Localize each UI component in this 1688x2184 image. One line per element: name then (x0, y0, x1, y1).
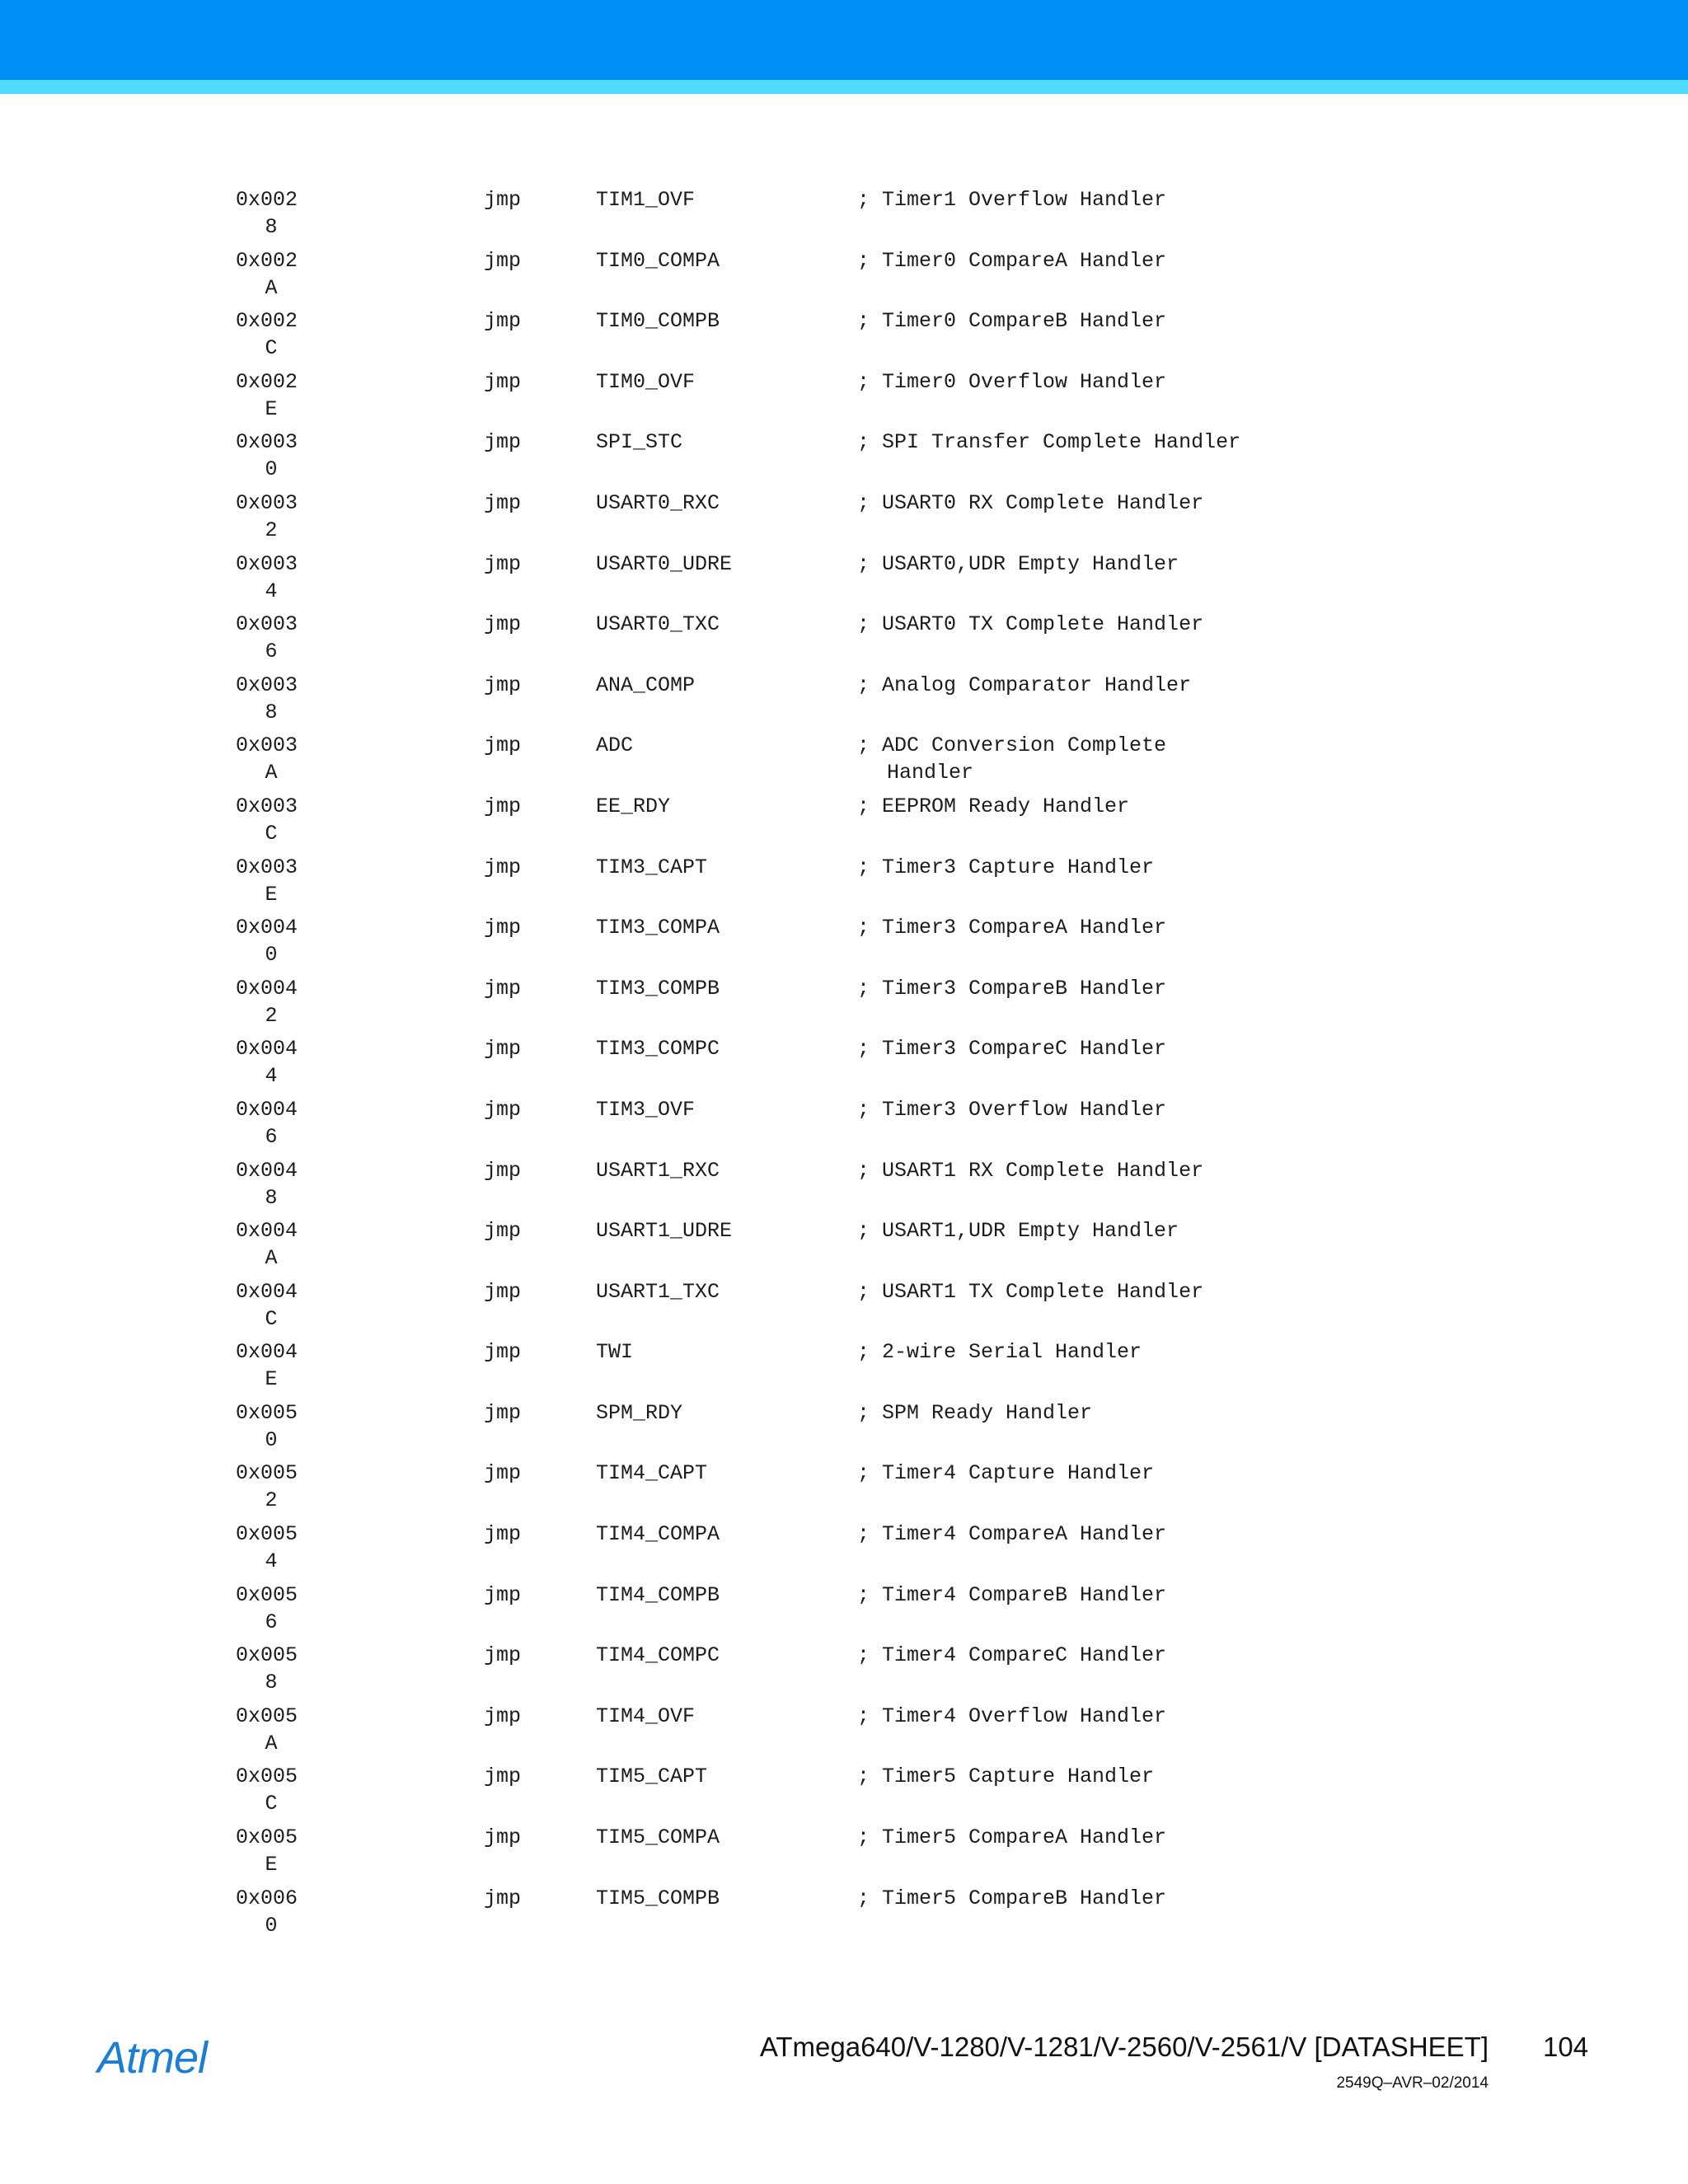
label-cell: TIM0_COMPA (596, 248, 720, 273)
label-cell: TIM4_COMPB (596, 1582, 720, 1607)
address-wrap-cell: A (265, 275, 278, 300)
label-cell: SPI_STC (596, 430, 683, 455)
address-cell: 0x004 (236, 1158, 298, 1183)
address-wrap-cell: 8 (265, 1185, 278, 1210)
address-wrap-cell: 8 (265, 1671, 278, 1695)
table-row (0, 1278, 1688, 1339)
comment-cell: ; Timer0 Overflow Handler (857, 369, 1167, 394)
document-code: 2549Q–AVR–02/2014 (1336, 2074, 1489, 2092)
address-cell: 0x004 (236, 1279, 298, 1304)
address-wrap-cell: 8 (265, 700, 278, 724)
opcode-cell: jmp (484, 673, 522, 697)
comment-cell: ; ADC Conversion Complete (857, 733, 1167, 758)
address-wrap-cell: 6 (265, 640, 278, 664)
address-wrap-cell: 2 (265, 1488, 278, 1513)
address-wrap-cell: A (265, 1246, 278, 1271)
address-wrap-cell: 4 (265, 1064, 278, 1089)
address-cell: 0x005 (236, 1461, 298, 1486)
label-cell: TIM5_CAPT (596, 1765, 708, 1789)
comment-wrap-cell: Handler (887, 761, 974, 785)
label-cell: TIM1_OVF (596, 188, 696, 212)
opcode-cell: jmp (484, 490, 522, 515)
table-row (0, 672, 1688, 733)
comment-cell: ; Timer0 CompareB Handler (857, 309, 1167, 334)
address-cell: 0x003 (236, 612, 298, 637)
comment-cell: ; USART0,UDR Empty Handler (857, 551, 1179, 576)
address-cell: 0x003 (236, 794, 298, 818)
address-wrap-cell: 2 (265, 1003, 278, 1028)
address-cell: 0x005 (236, 1582, 298, 1607)
table-row (0, 1338, 1688, 1399)
opcode-cell: jmp (484, 1219, 522, 1244)
label-cell: USART0_TXC (596, 612, 720, 637)
comment-cell: ; Timer4 Overflow Handler (857, 1704, 1167, 1728)
table-row (0, 1642, 1688, 1703)
address-cell: 0x003 (236, 430, 298, 455)
label-cell: ADC (596, 733, 634, 758)
address-cell: 0x003 (236, 733, 298, 758)
comment-cell: ; Timer4 Capture Handler (857, 1461, 1155, 1486)
table-row (0, 1582, 1688, 1643)
opcode-cell: jmp (484, 1037, 522, 1062)
opcode-cell: jmp (484, 1522, 522, 1547)
comment-cell: ; SPM Ready Handler (857, 1400, 1093, 1425)
comment-cell: ; EEPROM Ready Handler (857, 794, 1130, 818)
table-row (0, 551, 1688, 612)
table-row (0, 490, 1688, 551)
opcode-cell: jmp (484, 1825, 522, 1850)
label-cell: EE_RDY (596, 794, 671, 818)
opcode-cell: jmp (484, 1340, 522, 1365)
opcode-cell: jmp (484, 551, 522, 576)
address-wrap-cell: E (265, 1367, 278, 1392)
address-wrap-cell: 6 (265, 1124, 278, 1149)
opcode-cell: jmp (484, 248, 522, 273)
table-row (0, 1035, 1688, 1096)
address-cell: 0x005 (236, 1522, 298, 1547)
label-cell: TIM3_CAPT (596, 855, 708, 879)
comment-cell: ; USART1 RX Complete Handler (857, 1158, 1204, 1183)
label-cell: USART1_TXC (596, 1279, 720, 1304)
table-row (0, 1885, 1688, 1946)
address-wrap-cell: C (265, 821, 278, 846)
opcode-cell: jmp (484, 1461, 522, 1486)
address-wrap-cell: 2 (265, 518, 278, 542)
address-cell: 0x003 (236, 551, 298, 576)
address-wrap-cell: A (265, 761, 278, 785)
address-wrap-cell: E (265, 882, 278, 907)
address-wrap-cell: 8 (265, 215, 278, 239)
table-row (0, 1460, 1688, 1521)
comment-cell: ; USART1,UDR Empty Handler (857, 1219, 1179, 1244)
label-cell: USART0_RXC (596, 490, 720, 515)
header-stripe (0, 80, 1688, 94)
opcode-cell: jmp (484, 1582, 522, 1607)
comment-cell: ; Timer3 CompareC Handler (857, 1037, 1167, 1062)
address-wrap-cell: 0 (265, 1913, 278, 1938)
header-bar (0, 0, 1688, 80)
table-row (0, 854, 1688, 915)
opcode-cell: jmp (484, 916, 522, 940)
address-wrap-cell: 4 (265, 1549, 278, 1574)
table-row (0, 611, 1688, 672)
label-cell: TIM3_COMPB (596, 976, 720, 1001)
opcode-cell: jmp (484, 1279, 522, 1304)
comment-cell: ; SPI Transfer Complete Handler (857, 430, 1241, 455)
table-row (0, 1157, 1688, 1218)
opcode-cell: jmp (484, 369, 522, 394)
page-number: 104 (1543, 2032, 1589, 2062)
label-cell: TWI (596, 1340, 634, 1365)
opcode-cell: jmp (484, 1400, 522, 1425)
address-wrap-cell: 0 (265, 943, 278, 968)
opcode-cell: jmp (484, 188, 522, 212)
address-cell: 0x005 (236, 1400, 298, 1425)
address-cell: 0x006 (236, 1886, 298, 1910)
opcode-cell: jmp (484, 309, 522, 334)
address-cell: 0x005 (236, 1825, 298, 1850)
comment-cell: ; Timer1 Overflow Handler (857, 188, 1167, 212)
label-cell: TIM4_COMPC (596, 1643, 720, 1668)
address-wrap-cell: C (265, 336, 278, 361)
table-row (0, 1824, 1688, 1885)
address-cell: 0x002 (236, 309, 298, 334)
label-cell: USART1_RXC (596, 1158, 720, 1183)
table-row (0, 793, 1688, 854)
table-row (0, 1521, 1688, 1582)
address-wrap-cell: 0 (265, 1427, 278, 1452)
label-cell: TIM3_COMPA (596, 916, 720, 940)
address-wrap-cell: C (265, 1306, 278, 1331)
opcode-cell: jmp (484, 1158, 522, 1183)
label-cell: TIM5_COMPB (596, 1886, 720, 1910)
opcode-cell: jmp (484, 794, 522, 818)
opcode-cell: jmp (484, 1097, 522, 1122)
opcode-cell: jmp (484, 1704, 522, 1728)
comment-cell: ; Timer0 CompareA Handler (857, 248, 1167, 273)
address-cell: 0x003 (236, 673, 298, 697)
address-cell: 0x004 (236, 916, 298, 940)
opcode-cell: jmp (484, 1765, 522, 1789)
label-cell: TIM0_OVF (596, 369, 696, 394)
label-cell: USART0_UDRE (596, 551, 733, 576)
comment-cell: ; Timer3 CompareA Handler (857, 916, 1167, 940)
address-cell: 0x004 (236, 1340, 298, 1365)
label-cell: TIM4_CAPT (596, 1461, 708, 1486)
opcode-cell: jmp (484, 430, 522, 455)
comment-cell: ; Timer3 CompareB Handler (857, 976, 1167, 1001)
comment-cell: ; Timer4 CompareC Handler (857, 1643, 1167, 1668)
label-cell: ANA_COMP (596, 673, 696, 697)
opcode-cell: jmp (484, 1643, 522, 1668)
address-cell: 0x003 (236, 490, 298, 515)
address-wrap-cell: 6 (265, 1610, 278, 1634)
table-row (0, 1763, 1688, 1824)
table-row (0, 975, 1688, 1036)
table-row (0, 368, 1688, 429)
table-row (0, 247, 1688, 308)
address-wrap-cell: A (265, 1731, 278, 1755)
comment-cell: ; USART0 RX Complete Handler (857, 490, 1204, 515)
comment-cell: ; Timer3 Overflow Handler (857, 1097, 1167, 1122)
label-cell: TIM3_OVF (596, 1097, 696, 1122)
atmel-logo: Atmel (97, 2033, 208, 2083)
comment-cell: ; Analog Comparator Handler (857, 673, 1192, 697)
address-cell: 0x002 (236, 248, 298, 273)
table-row (0, 732, 1688, 793)
address-wrap-cell: 4 (265, 579, 278, 603)
opcode-cell: jmp (484, 976, 522, 1001)
opcode-cell: jmp (484, 1886, 522, 1910)
label-cell: SPM_RDY (596, 1400, 683, 1425)
label-cell: TIM3_COMPC (596, 1037, 720, 1062)
comment-cell: ; 2-wire Serial Handler (857, 1340, 1142, 1365)
opcode-cell: jmp (484, 733, 522, 758)
address-wrap-cell: E (265, 396, 278, 421)
code-listing (0, 186, 1688, 1945)
comment-cell: ; USART1 TX Complete Handler (857, 1279, 1204, 1304)
table-row (0, 307, 1688, 368)
table-row (0, 914, 1688, 975)
address-cell: 0x004 (236, 1037, 298, 1062)
datasheet-title: ATmega640/V-1280/V-1281/V-2560/V-2561/V [DATASHEET] (759, 2032, 1489, 2062)
opcode-cell: jmp (484, 612, 522, 637)
label-cell: TIM0_COMPB (596, 309, 720, 334)
comment-cell: ; Timer4 CompareB Handler (857, 1582, 1167, 1607)
address-wrap-cell: E (265, 1853, 278, 1877)
comment-cell: ; USART0 TX Complete Handler (857, 612, 1204, 637)
table-row (0, 429, 1688, 490)
label-cell: TIM4_OVF (596, 1704, 696, 1728)
address-cell: 0x005 (236, 1765, 298, 1789)
comment-cell: ; Timer5 CompareA Handler (857, 1825, 1167, 1850)
label-cell: USART1_UDRE (596, 1219, 733, 1244)
address-cell: 0x004 (236, 976, 298, 1001)
address-cell: 0x005 (236, 1643, 298, 1668)
table-row (0, 1096, 1688, 1157)
address-cell: 0x005 (236, 1704, 298, 1728)
address-cell: 0x004 (236, 1219, 298, 1244)
address-wrap-cell: C (265, 1792, 278, 1816)
address-cell: 0x004 (236, 1097, 298, 1122)
comment-cell: ; Timer4 CompareA Handler (857, 1522, 1167, 1547)
address-wrap-cell: 0 (265, 457, 278, 482)
address-cell: 0x003 (236, 855, 298, 879)
table-row (0, 186, 1688, 247)
table-row (0, 1703, 1688, 1764)
table-row (0, 1217, 1688, 1278)
table-row (0, 1399, 1688, 1460)
label-cell: TIM5_COMPA (596, 1825, 720, 1850)
comment-cell: ; Timer5 Capture Handler (857, 1765, 1155, 1789)
comment-cell: ; Timer5 CompareB Handler (857, 1886, 1167, 1910)
address-cell: 0x002 (236, 369, 298, 394)
opcode-cell: jmp (484, 855, 522, 879)
address-cell: 0x002 (236, 188, 298, 212)
label-cell: TIM4_COMPA (596, 1522, 720, 1547)
comment-cell: ; Timer3 Capture Handler (857, 855, 1155, 879)
